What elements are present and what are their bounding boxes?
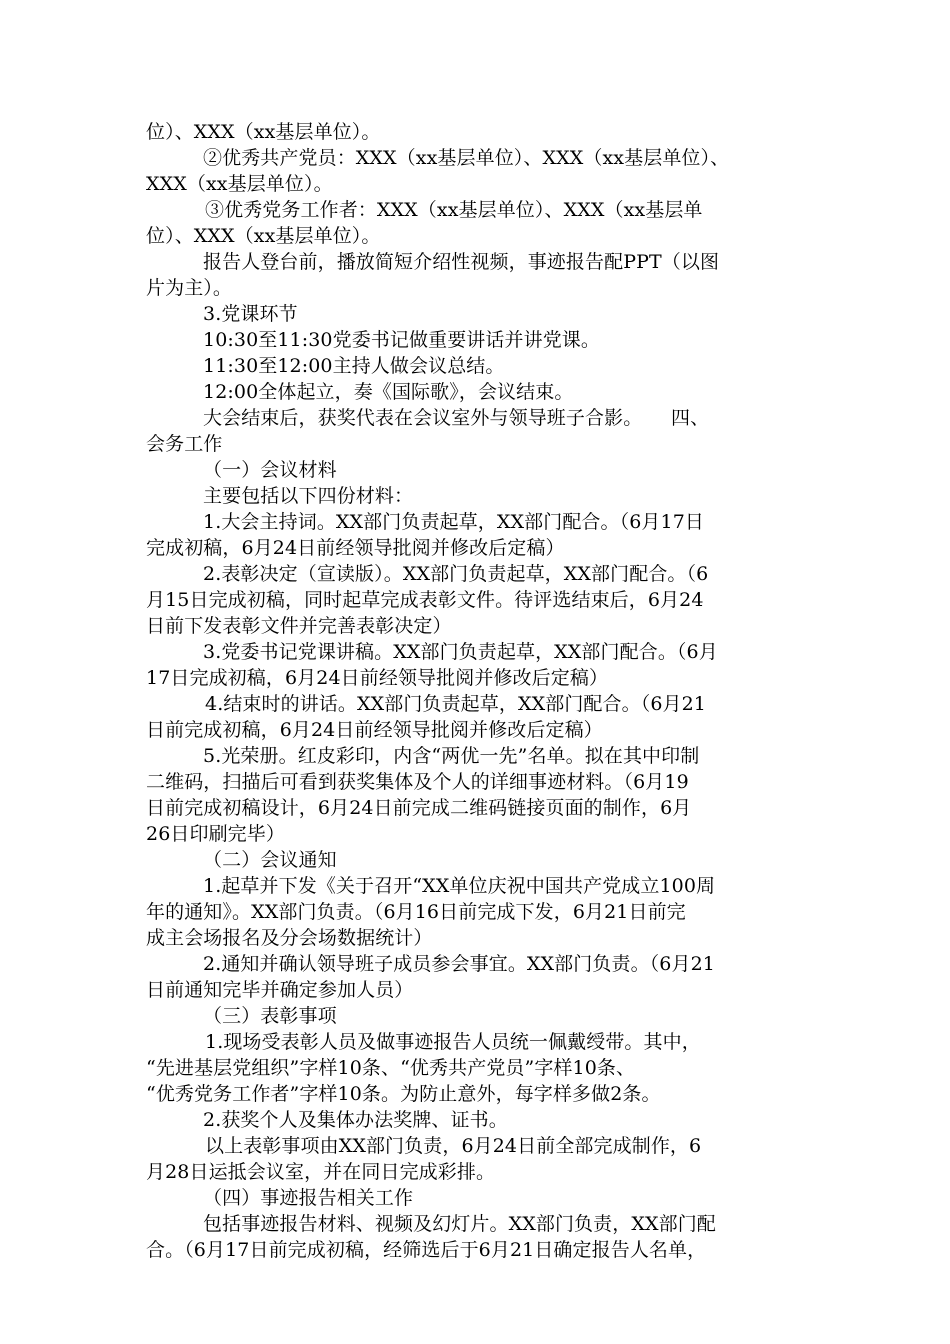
text-line: 17日完成初稿，6月24日前经领导批阅并修改后定稿）	[146, 667, 609, 689]
text-line: 11:30至12:00主持人做会议总结。	[203, 355, 505, 377]
subsection-heading: （一）会议材料	[203, 459, 337, 481]
text-line: 2.表彰决定（宣读版）。XX部门负责起草，XX部门配合。（6	[203, 563, 709, 585]
text-line: 以上表彰事项由XX部门负责，6月24日前全部完成制作，6	[205, 1135, 702, 1157]
text-line: XXX（xx基层单位）。	[146, 173, 333, 195]
subsection-heading: （四）事迹报告相关工作	[203, 1187, 414, 1209]
text-line: 位）、XXX（xx基层单位）。	[146, 225, 381, 247]
text-line: 日前完成初稿，6月24日前经领导批阅并修改后定稿）	[146, 719, 603, 741]
text-line: 12:00全体起立，奏《国际歌》，会议结束。	[203, 381, 574, 403]
text-line: 日前下发表彰文件并完善表彰决定）	[146, 615, 452, 637]
text-line: 3.党委书记党课讲稿。XX部门负责起草，XX部门配合。（6月	[203, 641, 718, 663]
text-line: 日前完成初稿设计，6月24日前完成二维码链接页面的制作，6月	[146, 797, 692, 819]
text-line: 片为主）。	[146, 277, 233, 299]
text-line: 合。（6月17日前完成初稿，经筛选后于6月21日确定报告人名单，	[146, 1239, 707, 1261]
text-line: 二维码，扫描后可看到获奖集体及个人的详细事迹材料。（6月19	[146, 771, 689, 793]
text-line: 包括事迹报告材料、视频及幻灯片。XX部门负责，XX部门配	[203, 1213, 716, 1235]
text-line: ③优秀党务工作者：XXX（xx基层单位）、XXX（xx基层单	[205, 199, 703, 221]
text-line: “先进基层党组织”字样10条、“优秀共产党员”字样10条、	[146, 1057, 636, 1079]
text-line: 4.结束时的讲话。XX部门负责起草，XX部门配合。（6月21	[205, 693, 706, 715]
text-line: 2.获奖个人及集体办法奖牌、证书。	[203, 1109, 508, 1131]
text-line: 5.光荣册。红皮彩印，内含“两优一先”名单。拟在其中印制	[203, 745, 700, 767]
text-line: “优秀党务工作者”字样10条。为防止意外，每字样多做2条。	[146, 1083, 661, 1105]
text-line: 位）、XXX（xx基层单位）。	[146, 121, 381, 143]
text-line: 月15日完成初稿，同时起草完成表彰文件。待评选结束后，6月24	[146, 589, 704, 611]
text-line: 26日印刷完毕）	[146, 823, 285, 845]
section-heading: 会务工作	[146, 433, 223, 455]
text-line: 成主会场报名及分会场数据统计）	[146, 927, 433, 949]
text-line: 大会结束后，获奖代表在会议室外与领导班子合影。 四、	[203, 407, 710, 429]
subsection-heading: （三）表彰事项	[203, 1005, 337, 1027]
section-heading: 3.党课环节	[203, 303, 298, 325]
text-line: 日前通知完毕并确定参加人员）	[146, 979, 414, 1001]
subsection-heading: （二）会议通知	[203, 849, 337, 871]
text-line: 月28日运抵会议室，并在同日完成彩排。	[146, 1161, 496, 1183]
text-line: 1.现场受表彰人员及做事迹报告人员统一佩戴绶带。其中，	[205, 1031, 701, 1053]
text-line: 2.通知并确认领导班子成员参会事宜。XX部门负责。（6月21	[203, 953, 715, 975]
text-line: 10:30至11:30党委书记做重要讲话并讲党课。	[203, 329, 601, 351]
text-line: 主要包括以下四份材料：	[203, 485, 414, 507]
text-line: 报告人登台前，播放简短介绍性视频，事迹报告配PPT（以图	[203, 251, 720, 273]
text-line: 年的通知》。XX部门负责。（6月16日前完成下发，6月21日前完	[146, 901, 686, 923]
text-line: 1.起草并下发《关于召开“XX单位庆祝中国共产党成立100周	[203, 875, 716, 897]
text-line: 1.大会主持词。XX部门负责起草，XX部门配合。（6月17日	[203, 511, 704, 533]
text-line: 完成初稿，6月24日前经领导批阅并修改后定稿）	[146, 537, 565, 559]
text-line: ②优秀共产党员：XXX（xx基层单位）、XXX（xx基层单位）、	[203, 147, 730, 169]
